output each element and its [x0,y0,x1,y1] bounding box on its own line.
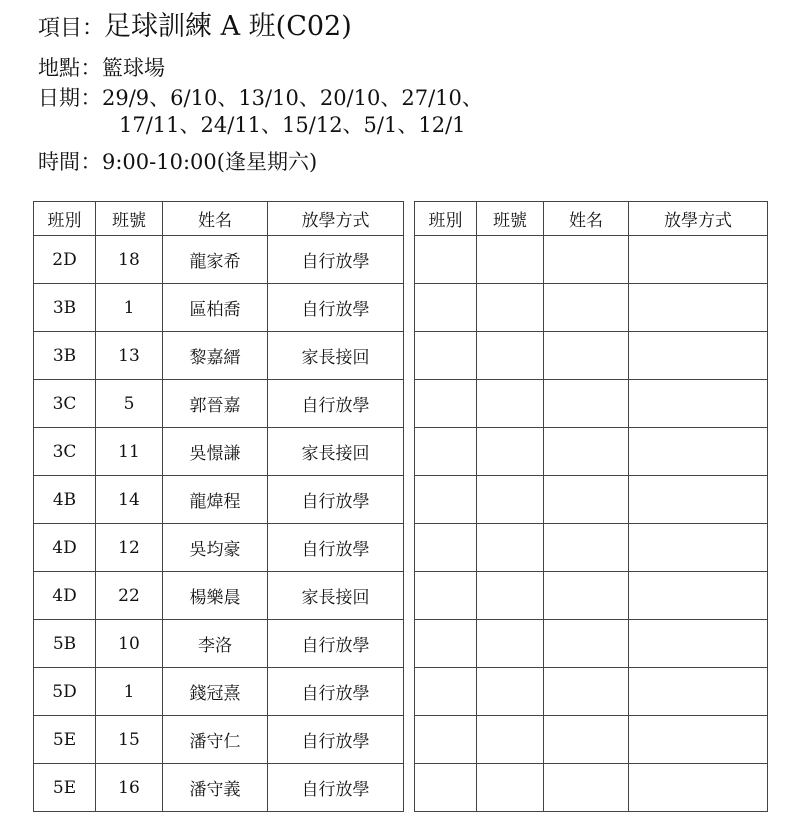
cell-dismissal: 自行放學 [268,524,404,572]
cell-dismissal: 自行放學 [268,380,404,428]
location-label: 地點 [38,56,80,80]
cell-dismissal: 家長接回 [268,332,404,380]
blank-row [415,428,768,476]
blank-cell [544,236,629,284]
cell-number: 22 [96,572,163,620]
blank-cell [415,284,477,332]
dates-value-line2: 17/11、24/11、15/12、5/1、12/1 [119,113,466,137]
blank-cell [629,572,768,620]
column-header-number: 班號 [477,202,544,236]
cell-name: 李洛 [163,620,268,668]
cell-class: 2D [34,236,96,284]
table-row [34,716,404,764]
cell-name: 郭晉嘉 [163,380,268,428]
colon: ： [80,56,102,80]
cell-class: 4B [34,476,96,524]
blank-cell [415,380,477,428]
blank-cell [477,236,544,284]
cell-dismissal: 自行放學 [268,236,404,284]
blank-row [415,524,768,572]
blank-cell [629,236,768,284]
cell-number: 5 [96,380,163,428]
blank-cell [544,428,629,476]
blank-row [415,380,768,428]
cell-number: 12 [96,524,163,572]
blank-cell [477,716,544,764]
blank-cell [477,620,544,668]
dates-line [38,82,483,112]
colon: ： [80,150,102,174]
table-header-row [415,202,768,236]
blank-cell [415,620,477,668]
cell-dismissal: 自行放學 [268,620,404,668]
column-header-dismissal: 放學方式 [629,202,768,236]
cell-number: 1 [96,284,163,332]
table-row [34,476,404,524]
blank-cell [477,668,544,716]
cell-dismissal: 自行放學 [268,668,404,716]
table-row [34,620,404,668]
colon: ： [82,16,105,41]
cell-name: 潘守義 [163,764,268,812]
blank-cell [415,428,477,476]
blank-cell [415,332,477,380]
time-value: 9:00-10:00(逢星期六) [102,150,318,174]
cell-name: 錢冠熹 [163,668,268,716]
blank-row [415,476,768,524]
blank-cell [415,476,477,524]
cell-number: 14 [96,476,163,524]
table-row [34,284,404,332]
cell-name: 龍家希 [163,236,268,284]
cell-number: 10 [96,620,163,668]
blank-roster-table [414,201,768,812]
cell-class: 3B [34,332,96,380]
cell-dismissal: 自行放學 [268,284,404,332]
blank-cell [629,380,768,428]
cell-number: 1 [96,668,163,716]
cell-dismissal: 家長接回 [268,572,404,620]
blank-cell [544,284,629,332]
blank-cell [629,476,768,524]
cell-name: 黎嘉縉 [163,332,268,380]
table-row [34,428,404,476]
blank-cell [544,332,629,380]
blank-row [415,620,768,668]
cell-class: 5B [34,620,96,668]
table-header-row [34,202,404,236]
blank-cell [544,380,629,428]
cell-number: 18 [96,236,163,284]
column-header-number: 班號 [96,202,163,236]
blank-cell [415,764,477,812]
table-row [34,236,404,284]
cell-dismissal: 自行放學 [268,716,404,764]
table-row [34,380,404,428]
blank-cell [477,476,544,524]
blank-cell [544,716,629,764]
cell-class: 5E [34,764,96,812]
blank-row [415,236,768,284]
cell-class: 3C [34,380,96,428]
table-row [34,332,404,380]
time-line [38,146,317,176]
blank-cell [629,524,768,572]
blank-cell [629,332,768,380]
project-title [38,4,352,43]
table-row [34,668,404,716]
blank-cell [415,236,477,284]
table-row [34,572,404,620]
cell-dismissal: 自行放學 [268,476,404,524]
blank-cell [415,572,477,620]
cell-class: 5E [34,716,96,764]
blank-cell [544,668,629,716]
column-header-class: 班別 [34,202,96,236]
blank-row [415,668,768,716]
blank-row [415,284,768,332]
blank-cell [477,764,544,812]
blank-cell [477,428,544,476]
blank-cell [629,620,768,668]
blank-cell [477,380,544,428]
cell-class: 5D [34,668,96,716]
blank-cell [544,524,629,572]
blank-cell [544,620,629,668]
blank-cell [629,428,768,476]
blank-cell [629,764,768,812]
cell-number: 13 [96,332,163,380]
table-row [34,524,404,572]
dates-label: 日期 [38,86,80,110]
cell-class: 3C [34,428,96,476]
blank-cell [477,284,544,332]
cell-number: 16 [96,764,163,812]
cell-name: 潘守仁 [163,716,268,764]
blank-cell [629,716,768,764]
blank-cell [544,476,629,524]
student-roster-table [33,201,404,812]
cell-class: 3B [34,284,96,332]
cell-dismissal: 家長接回 [268,428,404,476]
column-header-name: 姓名 [544,202,629,236]
cell-class: 4D [34,572,96,620]
project-value: 足球訓練 A 班(C02) [104,11,352,42]
column-header-name: 姓名 [163,202,268,236]
table-row [34,764,404,812]
cell-name: 楊樂晨 [163,572,268,620]
cell-name: 龍煒程 [163,476,268,524]
cell-number: 15 [96,716,163,764]
cell-number: 11 [96,428,163,476]
cell-name: 吳憬謙 [163,428,268,476]
blank-cell [415,668,477,716]
time-label: 時間 [38,150,80,174]
location-value: 籃球場 [102,56,165,80]
blank-cell [544,764,629,812]
blank-row [415,332,768,380]
blank-row [415,572,768,620]
project-label: 項目 [38,16,83,41]
cell-name: 區柏喬 [163,284,268,332]
colon: ： [80,86,102,110]
blank-cell [629,284,768,332]
column-header-class: 班別 [415,202,477,236]
blank-row [415,716,768,764]
blank-cell [477,524,544,572]
blank-cell [544,572,629,620]
blank-cell [477,572,544,620]
blank-cell [629,668,768,716]
column-header-dismissal: 放學方式 [268,202,404,236]
blank-row [415,764,768,812]
cell-class: 4D [34,524,96,572]
cell-name: 吳均豪 [163,524,268,572]
blank-cell [477,332,544,380]
blank-cell [415,524,477,572]
location-line [38,52,165,82]
cell-dismissal: 自行放學 [268,764,404,812]
dates-value-line1: 29/9、6/10、13/10、20/10、27/10、 [102,86,483,110]
blank-cell [415,716,477,764]
